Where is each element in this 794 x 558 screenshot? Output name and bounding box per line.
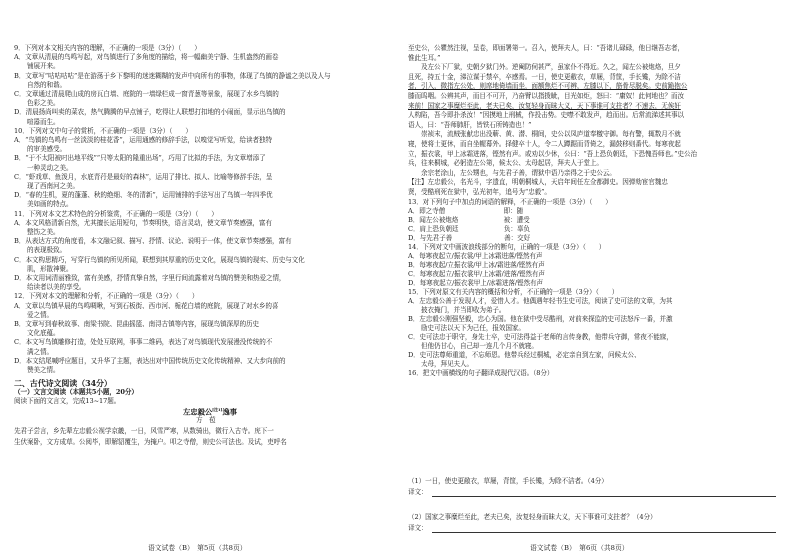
passage-line: 来前！国家之事糜烂至此，老夫已矣，汝复轻身而昧大义，天下事谁可支拄者？不速去，无俟奸 <box>408 101 681 110</box>
left-text-line: 色彩之美。 <box>14 99 60 108</box>
passage-line: 至史公，公瞿然注视，呈卷，即面署第一。召入，使拜夫人，曰：“吾诸儿碌碌，他日继吾志者， <box>408 44 685 52</box>
left-text-line: 赞美之情。 <box>14 366 60 374</box>
passage-author: 方 苞 <box>196 416 216 424</box>
question-line: 15．下列对原文有关内容的概括和分析，不正确的一项是（3分）（ ） <box>408 287 619 296</box>
passage-line: 膝而呜咽。公辨其声，而目不可开，乃奋臂以指拨眦，目光如炬，怒曰：“庸奴！此何地也？而汝 <box>408 92 685 100</box>
left-page <box>10 0 390 558</box>
left-text-line: 11．下列对本文艺术特色的分析鉴赏，不正确的一项是（3分）（ ） <box>14 209 218 218</box>
left-text-line: B．文章写“咕咕咕咕”是在游荡于乡下黎明的迷迷糊糊的发声中向所有的事物，体现了鸟镇的静谧之美以及人与 <box>14 71 331 80</box>
page-footer-right: 语文试卷（B） 第6页（共8页） <box>530 544 629 552</box>
left-text-line: A．文章以鸟镇早晨的鸟鸣啁啾，写到石板街、西市河、栀花白墙的庭院，展现了对水乡的喜 <box>14 301 279 310</box>
question-line: 但他仍甘心，自己却一连几个月不就寝。 <box>408 341 538 350</box>
left-text-line: 现了西南河之美。 <box>14 182 79 190</box>
left-text-line: 10．下列对文中句子的赏析，不正确的一项是（3分）（ ） <box>14 126 192 135</box>
left-text-line: C．本文构思精巧，写穿行鸟镇的所见所闻，联想到其厚重的历史文化，展现鸟镇的现实、历史与文化 <box>14 255 305 264</box>
left-text-line: 一种灵动之美。 <box>14 163 73 172</box>
subsection-heading: （一）文言文阅读（本题共5小题，20分） <box>14 388 138 396</box>
page-footer-left: 语文试卷（B） 第5页（共8页） <box>148 544 247 552</box>
passage-line: 余宗老涂山，左公甥也，与先君子善，谓狱中语乃亲得之于史公云。 <box>408 168 616 177</box>
left-text-line: A．本文风格清新自然，尤其擅长运用短句，节奏明快，语言灵动，使文章节奏感强，富有 <box>14 218 272 227</box>
left-text-line: D．本文用词清丽雅致，富有美感，抒情真挚自然，字里行间流露着对鸟镇的赞美和热爱之情， <box>14 274 286 282</box>
left-text-line: 12．下列对本文的理解和分析，不正确的一项是（3分）（ ） <box>14 292 199 301</box>
question-line: C．每寒夜起立/振衣裳甲/上冰霜/迸落/铿然有声 <box>408 269 545 278</box>
left-text-line: B．“于不太阳被叼出地平线”“只等太阳的隆重出场”，巧用了比拟的手法，为文章增添了 <box>14 154 266 163</box>
question-line: B．左忠毅公刚强坚毅，忠心为国。他在狱中受尽酷刑，对前来探监的史可法怒斥一番，并激 <box>408 314 673 323</box>
left-text-line: 9．下列对本文相关内容的理解，不正确的一项是（3分）（ ） <box>14 44 201 52</box>
passage-line: 立，振衣裳，甲上冰霜迸落，铿然有声。或劝以少休，公曰：“吾上恐负朝廷，下恐愧吾师也。”史公治 <box>408 149 697 158</box>
annotation-line: 【注】左忠毅公，名光斗，字遗直，明朝桐城人，天启年间任左佥都御史。因弹劾宦官魏忠 <box>408 178 668 187</box>
left-text-line: 喧嚣而生。 <box>14 117 60 126</box>
left-text-line: 美如画的特点。 <box>14 200 73 209</box>
left-text-line: 爱之情。 <box>14 310 53 319</box>
reading-instruction: 阅读下面的文言文，完成13~17题。 <box>14 397 121 405</box>
question-line: C．肩上恐负朝廷 负：辜负 <box>408 224 530 233</box>
left-text-line: B．文章写到春秋故事、南梁书院、昆曲摇篮、南浔古镇等内容，展现鸟镇深厚的历史 <box>14 320 260 328</box>
translate-q1-answer-label: 译文： <box>408 488 428 496</box>
left-text-line: 给读者以美的享受。 <box>14 283 86 292</box>
passage-line: 人构陷，吾今即扑杀汝！”因摸地上刑械，作投击势。史噤不敢发声，趋而出。后常流涕述其事以 <box>408 111 685 120</box>
question-line: C．史可法忠于职守，身先士卒，史可法得益于老师的言传身教，他带兵守御，常夜不能寐， <box>408 332 673 341</box>
passage-line: 者，引入，微指左公处，则席地倚墙而坐，面额焦烂不可辨，左膝以下，筋骨尽脱矣。史前跪抱公 <box>408 82 688 91</box>
left-text-line: 满之情。 <box>14 347 53 356</box>
question-line: B．每寒夜起/立振衣裳/甲上冰/霜迸落/铿然有声 <box>408 260 545 269</box>
left-text-line: D．本文结尾喊呼应题目，又升华了主题，表达出对中国传统历史文化传统精神、又大步向前的 <box>14 356 286 365</box>
question-line: D．与先君子善 善：交好 <box>408 233 531 242</box>
left-text-line: C．“虾戏草、鱼泼月，水底青荇是最好的森林”，运用了排比、拟人、比喻等修辞手法，呈 <box>14 172 273 181</box>
left-text-line: C．本文写鸟镇雕修打造，处处互联网，事事二维码，表达了对鸟镇现代发展漫没传统的不 <box>14 338 273 347</box>
question-line: A．每寒夜起立/振衣裳/甲上冰霜迸落/铿然有声 <box>408 251 543 260</box>
translate-q1: （1）一日，使史更敝衣，草屦，背筐，手长镵，为除不洁者。（4分） <box>408 477 608 485</box>
section-heading: 二、古代诗文阅读（34分） <box>14 378 112 388</box>
question-line: 16．把文中画横线的句子翻译成现代汉语。（8分） <box>408 368 554 377</box>
passage-line: 语人，曰：“吾师肺肝，皆铁石所铸造也！” <box>408 120 532 129</box>
question-line: D．每寒夜起立/振衣裳甲上/冰霜迸落/铿然有声 <box>408 278 543 287</box>
left-text-line: 铺展开来。 <box>14 62 60 71</box>
passage-line: 寝，使将士更休，而自坐幄幕外。择健卒十人，令二人蹲踞而背倚之，漏鼓移则番代。每寒夜起 <box>408 140 681 148</box>
left-text-line: 的表现极致。 <box>14 246 66 255</box>
passage-body-line-1: 先君子尝言，乡先辈左忠毅公视学京畿，一日，风雪严寒，从数骑出，微行入古寺。庑下一 <box>14 427 274 435</box>
left-text-line: 自然的和谐。 <box>14 80 66 89</box>
question-line: 励史可法以天下为己任，报效国家。 <box>408 323 525 332</box>
passage-line: 及左公下厂狱，史朝夕狱门外。逆阉防伺甚严，虽家仆不得近。久之，闻左公被炮烙，旦夕 <box>408 63 681 72</box>
question-line: 13．对下列句子中加点的词语的解释，不正确的一项是（3分）（ ） <box>408 197 612 206</box>
passage-body-line-2: 生伏案卧，文方成草。公阅毕，即解貂覆生，为掩户。叩之寺僧，则史公可法也。及试，吏呼名 <box>14 438 287 446</box>
answer-line-q1[interactable] <box>432 496 776 497</box>
passage-line: 惟此生耳。” <box>408 53 441 62</box>
question-line: 太母，拜见夫人。 <box>408 359 473 368</box>
left-text-line: 肌，形散神聚。 <box>14 264 73 273</box>
annotation-line: 贤，受酷刑死在狱中，弘光初年，追号为“忠毅”。 <box>408 188 551 196</box>
left-text-line: A．“鸟镇的鸟鸣有一丝淡淡的桂花香”，运用通感的修辞手法，以嗅觉写听觉，给读者独特 <box>14 136 272 144</box>
passage-line: 且死，持五十金，涕泣谋于禁卒，卒感焉。一日，使史更敝衣，草屦，背筐，手长镵，为除不洁 <box>408 72 681 81</box>
left-text-line: D．清晨扬尚叫卖的菜农，热气腾腾的早点铺子，吃得让人联想打扣地的小闹面，显示出鸟镇的 <box>14 108 286 117</box>
question-line: D．史可法尊师重道，不忘师恩。他带兵经过桐城，必定亲自到左家，问候太公、 <box>408 350 641 359</box>
translate-q2: （2）国家之事糜烂至此，老夫已矣，汝复轻身而昧大义，天下事谁可支拄者？（4分） <box>408 513 657 521</box>
question-line: 披衣掩门，并当即收为弟子。 <box>408 305 506 314</box>
left-text-line: A．文章从清晨的鸟鸣写起，对鸟镇进行了多角度的描绘，将一幅幽美宁静、生机盎然的画卷 <box>14 53 279 62</box>
left-text-line: D．“春的生机，夏的蓬蓬、秋的绝细、冬的清新”，运用铺排的手法写出了鸟镇一年四季优 <box>14 191 273 200</box>
passage-title: 左忠毅公[注1]逸事 <box>183 407 237 417</box>
question-line: B．闻左公被炮烙 被：遭受 <box>408 215 530 224</box>
translate-q2-answer-label: 译文： <box>408 524 428 532</box>
question-line: A．左忠毅公善于发现人才，爱惜人才。他偶遇年轻书生史可法，阅读了史可法的文章，为其 <box>408 296 673 305</box>
answer-line-q2[interactable] <box>432 532 776 533</box>
passage-line: 崇祯末，流贼张献忠出没蕲、黄、潜、桐间，史公以凤庐道奉檄守御。每有警，辄数月不就 <box>408 130 681 139</box>
left-text-line: 文化底蕴。 <box>14 329 60 338</box>
left-text-line: 的审美感受。 <box>14 145 66 154</box>
left-text-line: B．从表达方式的角度看，本文融记叙、描写、抒情、议论、说明于一体，使文章节奏感强，富有 <box>14 237 292 246</box>
passage-line: 兵，往来桐城，必躬造左公第，候太公、太母起居，拜夫人于堂上。 <box>408 159 603 168</box>
question-line: 14．下列对文中画波浪线部分的断句，正确的一项是（3分）（ ） <box>408 242 606 251</box>
left-text-line: C．文章通过清晨爬山成的房瓦白墙、庭院的一墙绿栏成一窗青葱等景象，展现了水乡鸟镇的 <box>14 90 279 98</box>
left-text-line: 整饬之美。 <box>14 228 60 236</box>
question-line: A．即之寺僧 即：随 <box>408 206 524 215</box>
right-page <box>404 0 784 558</box>
